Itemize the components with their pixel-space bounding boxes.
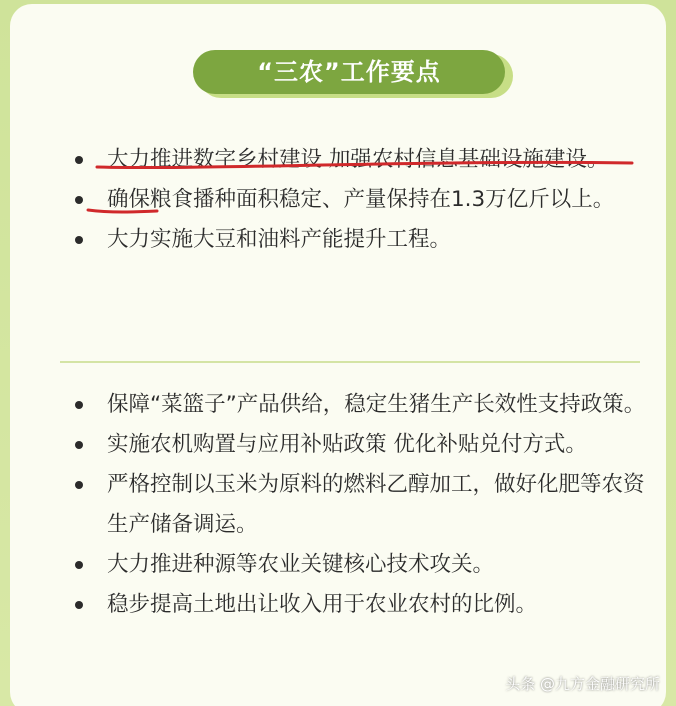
bullet-icon xyxy=(75,601,83,609)
bullet-icon xyxy=(75,196,83,204)
bullet-icon xyxy=(75,481,83,489)
bullet-icon xyxy=(75,401,83,409)
list-item-text: 稳步提高土地出让收入用于农业农村的比例。 xyxy=(107,592,538,617)
list-item xyxy=(70,425,650,465)
list-item xyxy=(70,545,650,585)
bullet-icon xyxy=(75,561,83,569)
watermark: 头条 @九方金融研究所 xyxy=(505,675,660,693)
list-item xyxy=(70,465,650,545)
list-item-text: 确保粮食播种面积稳定、产量保持在1.3万亿斤以上。 xyxy=(107,187,615,212)
list-item xyxy=(70,180,650,220)
list-item xyxy=(70,585,650,625)
list-item-text: 实施农机购置与应用补贴政策 优化补贴兑付方式。 xyxy=(107,432,587,457)
list-item-text: 大力推进数字乡村建设 加强农村信息基础设施建设。 xyxy=(107,147,609,172)
content-card xyxy=(10,4,666,706)
title-badge xyxy=(193,50,513,98)
list-item-text: 大力推进种源等农业关键核心技术攻关。 xyxy=(107,552,495,577)
bullet-icon xyxy=(75,236,83,244)
list-item xyxy=(70,140,650,180)
list-item-text: 严格控制以玉米为原料的燃料乙醇加工，做好化肥等农资生产储备调运。 xyxy=(107,472,645,537)
bullet-icon xyxy=(75,441,83,449)
title-text: “三农”工作要点 xyxy=(193,50,505,94)
policy-list-2 xyxy=(70,385,650,625)
bullet-icon xyxy=(75,156,83,164)
section-divider xyxy=(60,361,640,363)
list-item xyxy=(70,220,650,260)
policy-list-1 xyxy=(70,140,650,260)
list-item-text: 大力实施大豆和油料产能提升工程。 xyxy=(107,227,452,252)
list-item-text: 保障“菜篮子”产品供给，稳定生猪生产长效性支持政策。 xyxy=(107,392,646,417)
list-item xyxy=(70,385,650,425)
